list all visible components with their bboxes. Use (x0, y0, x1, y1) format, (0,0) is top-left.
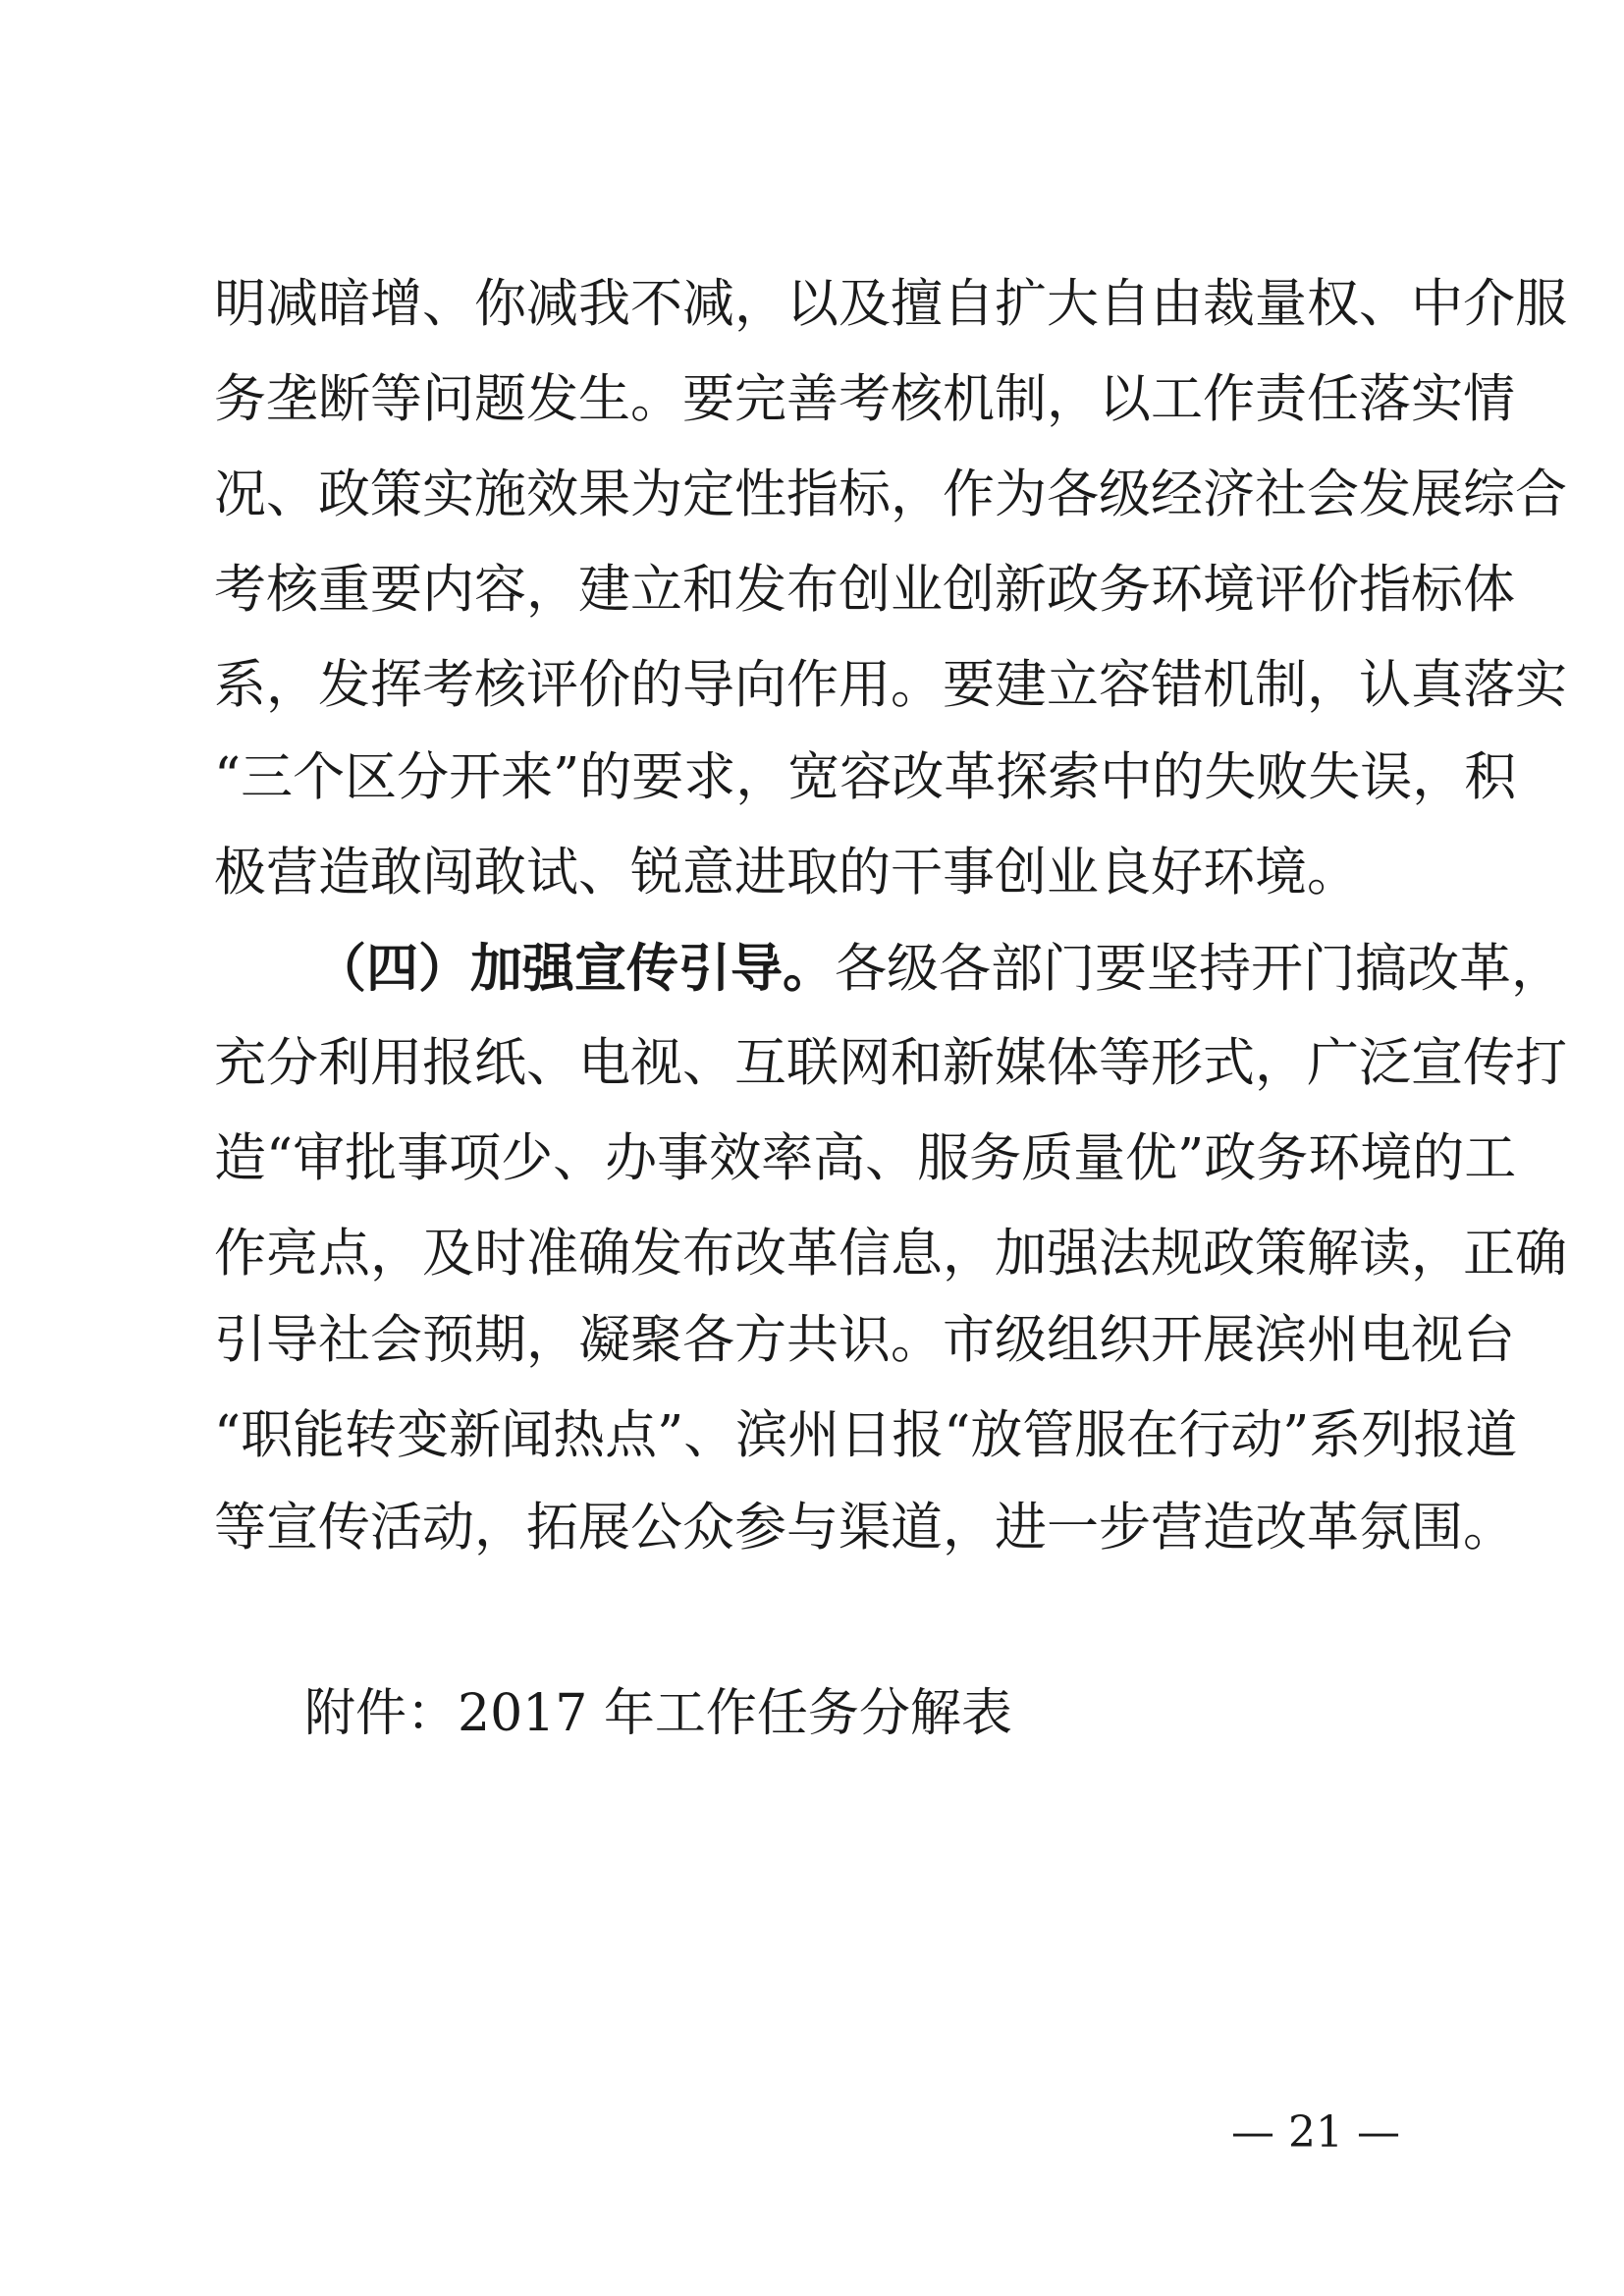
paragraph-2-line-4: 作亮点，及时准确发布改革信息，加强法规政策解读，正确 (214, 1224, 1567, 1284)
paragraph-1-line-3: 况、政策实施效果为定性指标，作为各级经济社会发展综合 (214, 465, 1567, 524)
paragraph-1-line-1: 明减暗增、你减我不减，以及擅自扩大自由裁量权、中介服 (214, 274, 1567, 334)
paragraph-1-line-7: 极营造敢闯敢试、锐意进取的干事创业良好环境。 (214, 843, 1359, 902)
attachment-note: 附件：2017 年工作任务分解表 (304, 1684, 1012, 1743)
paragraph-2-line-1-text: 各级各部门要坚持开门搞改革， (835, 939, 1563, 999)
paragraph-1-line-6: “三个区分开来”的要求，宽容改革探索中的失败失误，积 (214, 747, 1517, 807)
paragraph-2-line-3: 造“审批事项少、办事效率高、服务质量优”政务环境的工 (214, 1128, 1517, 1188)
paragraph-1-line-2: 务垄断等问题发生。要完善考核机制，以工作责任落实情 (214, 369, 1515, 429)
paragraph-2-line-1 (314, 929, 1563, 1008)
paragraph-2-line-7: 等宣传活动，拓展公众参与渠道，进一步营造改革氛围。 (214, 1498, 1515, 1558)
section-heading: （四）加强宣传引导。 (314, 938, 835, 999)
page-number: — 21 — (1231, 2107, 1400, 2158)
paragraph-2-line-6: “职能转变新闻热点”、滨州日报“放管服在行动”系列报道 (214, 1405, 1518, 1465)
paragraph-1-line-5: 系，发挥考核评价的导向作用。要建立容错机制，认真落实 (214, 655, 1567, 715)
paragraph-2-line-2: 充分利用报纸、电视、互联网和新媒体等形式，广泛宣传打 (214, 1033, 1567, 1093)
paragraph-2-line-5: 引导社会预期，凝聚各方共识。市级组织开展滨州电视台 (214, 1310, 1515, 1370)
paragraph-1-line-4: 考核重要内容，建立和发布创业创新政务环境评价指标体 (214, 560, 1515, 620)
